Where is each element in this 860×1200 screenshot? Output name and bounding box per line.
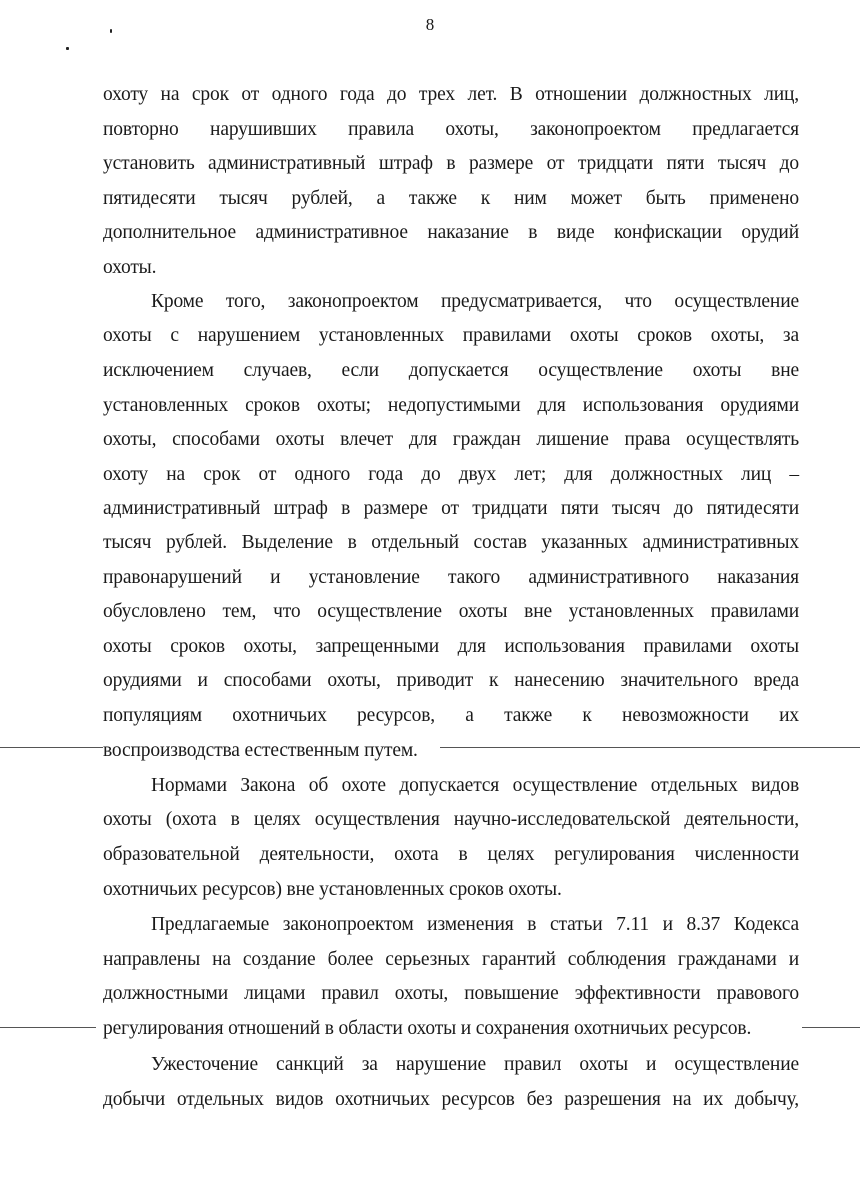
- text-line: тысяч рублей. Выделение в отдельный состав указанных административных: [103, 532, 799, 553]
- text-line: охоты сроков охоты, запрещенными для использования правилами охоты: [103, 636, 799, 657]
- text-line: охоты.: [103, 257, 157, 278]
- text-line: исключением случаев, если допускается осуществление охоты вне: [103, 360, 799, 381]
- text-line: административный штраф в размере от тридцати пяти тысяч до пятидесяти: [103, 498, 799, 519]
- scan-line-artifact: [440, 747, 860, 748]
- text-line: популяциям охотничьих ресурсов, а также к невозможности их: [103, 705, 799, 726]
- text-line: охотничьих ресурсов) вне установленных сроков охоты.: [103, 879, 562, 900]
- text-line: Предлагаемые законопроектом изменения в статьи 7.11 и 8.37 Кодекса: [151, 914, 799, 935]
- scan-line-artifact: [802, 1027, 860, 1028]
- text-line: добычи отдельных видов охотничьих ресурсов без разрешения на их добычу,: [103, 1089, 799, 1110]
- scan-line-artifact: [0, 747, 103, 748]
- text-line: охоты, способами охоты влечет для граждан лишение права осуществлять: [103, 429, 799, 450]
- text-line: охоты с нарушением установленных правилами охоты сроков охоты, за: [103, 325, 799, 346]
- text-line: охоту на срок от одного года до двух лет; для должностных лиц –: [103, 464, 799, 485]
- text-line: обусловлено тем, что осуществление охоты вне установленных правилами: [103, 601, 799, 622]
- text-line: орудиями и способами охоты, приводит к нанесению значительного вреда: [103, 670, 799, 691]
- text-line: установить административный штраф в размере от тридцати пяти тысяч до: [103, 153, 799, 174]
- text-line: повторно нарушивших правила охоты, законопроектом предлагается: [103, 119, 799, 140]
- scan-speck: [66, 47, 69, 50]
- text-line: должностными лицами правил охоты, повышение эффективности правового: [103, 983, 799, 1004]
- page-number: 8: [425, 15, 435, 34]
- scan-line-artifact: [0, 1027, 96, 1028]
- text-line: регулирования отношений в области охоты и сохранения охотничьих ресурсов.: [103, 1018, 752, 1039]
- text-line: установленных сроков охоты; недопустимыми для использования орудиями: [103, 395, 799, 416]
- text-line: Кроме того, законопроектом предусматривается, что осуществление: [151, 291, 799, 312]
- text-line: пятидесяти тысяч рублей, а также к ним может быть применено: [103, 188, 799, 209]
- text-line: образовательной деятельности, охота в целях регулирования численности: [103, 844, 799, 865]
- text-line: охоту на срок от одного года до трех лет. В отношении должностных лиц,: [103, 84, 799, 105]
- text-line: воспроизводства естественным путем.: [103, 740, 418, 761]
- text-line: правонарушений и установление такого административного наказания: [103, 567, 799, 588]
- text-line: направлены на создание более серьезных гарантий соблюдения гражданами и: [103, 949, 799, 970]
- text-line: дополнительное административное наказание в виде конфискации орудий: [103, 222, 799, 243]
- text-line: Нормами Закона об охоте допускается осуществление отдельных видов: [151, 775, 799, 796]
- text-line: охоты (охота в целях осуществления научно-исследовательской деятельности,: [103, 809, 799, 830]
- text-line: Ужесточение санкций за нарушение правил охоты и осуществление: [151, 1054, 799, 1075]
